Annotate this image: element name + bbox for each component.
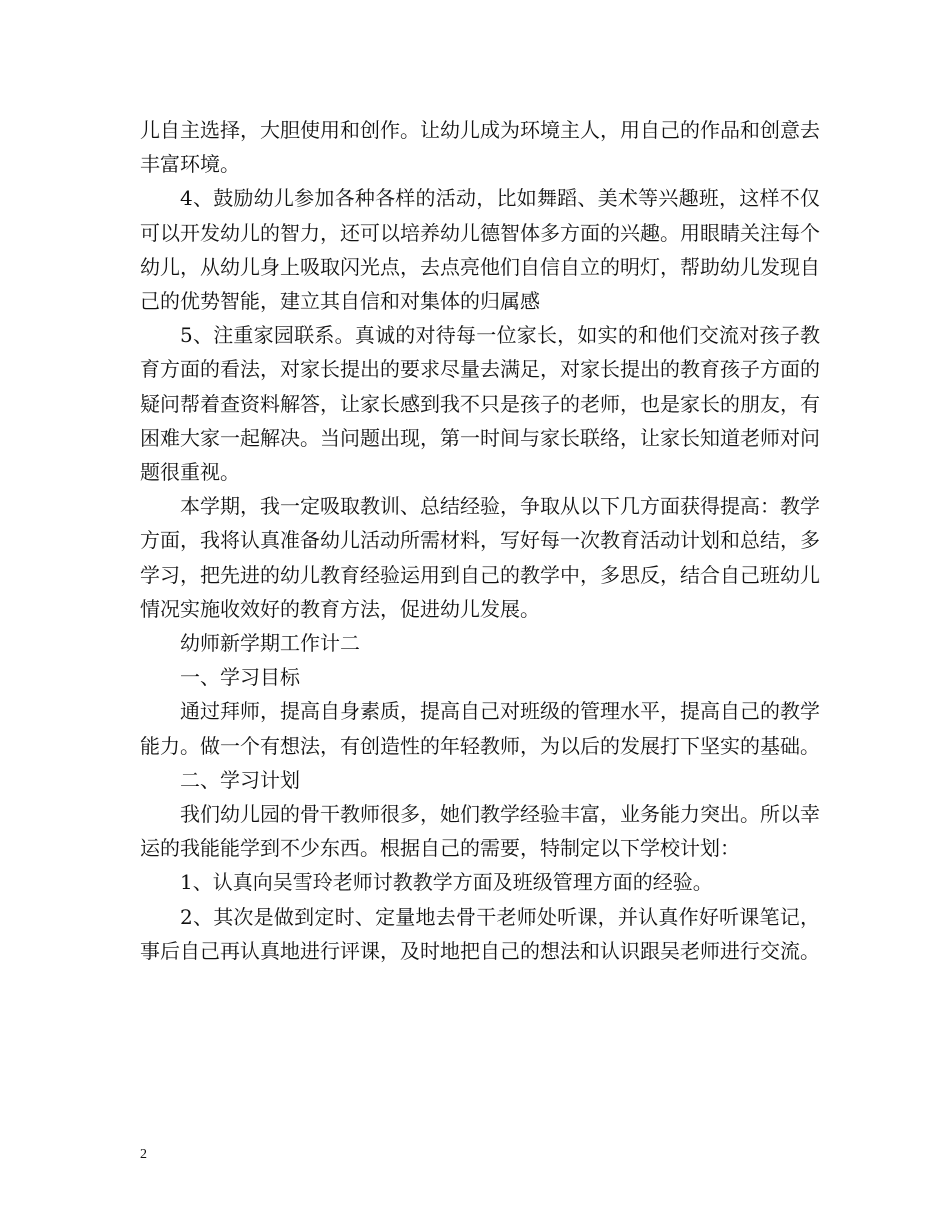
section-title-plan-two: 幼师新学期工作计二 xyxy=(180,631,360,656)
paragraph-learning-plan-intro: 我们幼儿园的骨干教师很多，她们教学经验丰富，业务能力突出。所以幸运的我能能学到不少东西。根据自己的需要，特制定以下学校计划： xyxy=(140,802,820,861)
paragraph-plan-item-2: 2、其次是做到定时、定量地去骨干老师处听课，并认真作好听课笔记，事后自己再认真地进行评课，及时地把自己的想法和认识跟吴老师进行交流。 xyxy=(140,904,820,963)
document-body xyxy=(140,113,820,968)
paragraph-semester-summary: 本学期，我一定吸取教训、总结经验，争取从以下几方面获得提高：教学方面，我将认真准备幼儿活动所需材料，写好每一次教育活动计划和总结，多学习，把先进的幼儿教育经验运用到自己的教学中，多思反，结合自己班幼儿情况实施收效好的教育方法，促进幼儿发展。 xyxy=(140,494,820,621)
paragraph-item-5-home-contact: 5、注重家园联系。真诚的对待每一位家长，如实的和他们交流对孩子教育方面的看法，对家长提出的要求尽量去满足，对家长提出的教育孩子方面的疑问帮着查资料解答，让家长感到我不只是孩子的老师，也是家长的朋友，有困难大家一起解决。当问题出现，第一时间与家长联络，让家长知道老师对问题很重视。 xyxy=(140,323,820,485)
page-number: 2 xyxy=(140,1147,147,1162)
paragraph-plan-item-1: 1、认真向吴雪玲老师讨教教学方面及班级管理方面的经验。 xyxy=(180,870,713,895)
heading-learning-goals: 一、学习目标 xyxy=(180,665,300,690)
paragraph-environment: 儿自主选择，大胆使用和创作。让幼儿成为环境主人，用自己的作品和创意去丰富环境。 xyxy=(140,118,820,177)
paragraph-item-4-activities: 4、鼓励幼儿参加各种各样的活动，比如舞蹈、美术等兴趣班，这样不仅可以开发幼儿的智力，还可以培养幼儿德智体多方面的兴趣。用眼睛关注每个幼儿，从幼儿身上吸取闪光点，去点亮他们自信自立的明灯，帮助幼儿发现自己的优势智能，建立其自信和对集体的归属感 xyxy=(140,186,820,314)
heading-learning-plan: 二、学习计划 xyxy=(180,767,300,792)
paragraph-learning-goals: 通过拜师，提高自身素质，提高自己对班级的管理水平，提高自己的教学能力。做一个有想法，有创造性的年轻教师，为以后的发展打下坚实的基础。 xyxy=(140,699,820,758)
